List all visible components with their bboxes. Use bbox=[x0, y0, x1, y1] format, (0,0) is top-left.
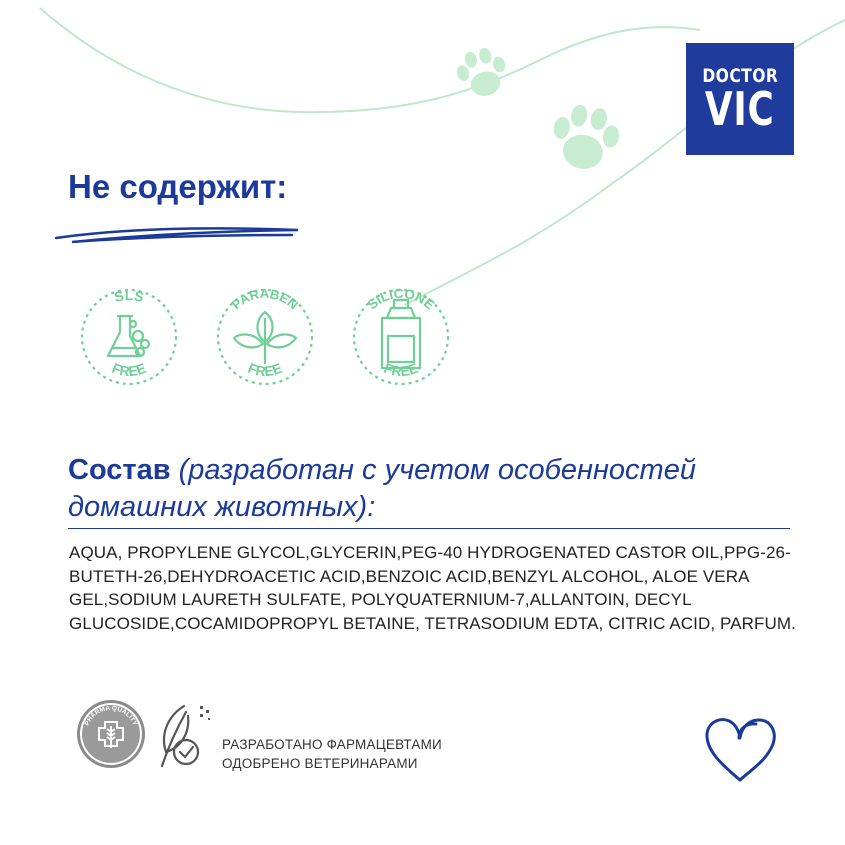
badge-top-text: PARABEN bbox=[228, 285, 302, 313]
tube-icon bbox=[382, 300, 420, 368]
paw-print-icon bbox=[452, 44, 511, 102]
brand-logo bbox=[686, 43, 794, 155]
approved-by-vets: ОДОБРЕНО ВЕТЕРИНАРАМИ bbox=[222, 756, 418, 771]
divider bbox=[68, 528, 790, 529]
heart-icon bbox=[701, 714, 779, 788]
svg-text:SLS bbox=[113, 287, 146, 305]
badge-bottom-text: FREE bbox=[381, 359, 421, 380]
ingredients-text: AQUA, PROPYLENE GLYCOL,GLYCERIN,PEG-40 HYDROGENATED CASTOR OIL,PPG-26-BUTETH-26,DEHYDROACETIC ACID,BENZOIC ACID,BENZYL ALCOHOL, ALOE VERA GEL,SODIUM LAURETH SULFATE, POLYQUATERNIUM-7,ALLANTOIN, DECYL GLUCOSIDE,COCAMIDOPROPYL BETAINE, TETRASODIUM EDTA, CITRIC ACID, PARFUM. bbox=[69, 543, 796, 633]
logo-text-top: DOCTOR bbox=[702, 65, 778, 87]
silicone-free-badge bbox=[342, 278, 460, 396]
brush-underline bbox=[52, 222, 302, 246]
composition-heading bbox=[68, 452, 788, 526]
developed-approved-text bbox=[222, 735, 442, 773]
paw-print-icon bbox=[547, 101, 623, 175]
pharma-quality-seal bbox=[75, 698, 147, 770]
svg-text:FREE bbox=[110, 360, 148, 380]
badge-bottom-text: FREE bbox=[109, 359, 149, 380]
free-of-heading: Не содержит: bbox=[68, 168, 288, 205]
sls-free-badge bbox=[70, 278, 188, 396]
developed-by-pharmacists: РАЗРАБОТАНО ФАРМАЦЕВТАМИ bbox=[222, 737, 442, 752]
leaf-icon bbox=[234, 312, 296, 364]
leaf-check-icon bbox=[156, 700, 214, 772]
badge-bottom-text: FREE bbox=[245, 359, 285, 380]
logo-text-bottom: VIC bbox=[705, 82, 775, 136]
badge-top-text: SLS bbox=[112, 287, 146, 306]
flask-icon bbox=[108, 316, 149, 356]
paraben-free-badge bbox=[206, 278, 324, 396]
svg-text:PARABEN bbox=[229, 286, 301, 312]
seal-text: PHARMA QUALITY bbox=[83, 704, 139, 727]
composition-heading-note: (разработан с учетом особенностей домашних животных): bbox=[68, 454, 696, 523]
composition-heading-bold: Состав bbox=[68, 454, 171, 486]
badge-top-text: SILICONE bbox=[364, 285, 438, 313]
